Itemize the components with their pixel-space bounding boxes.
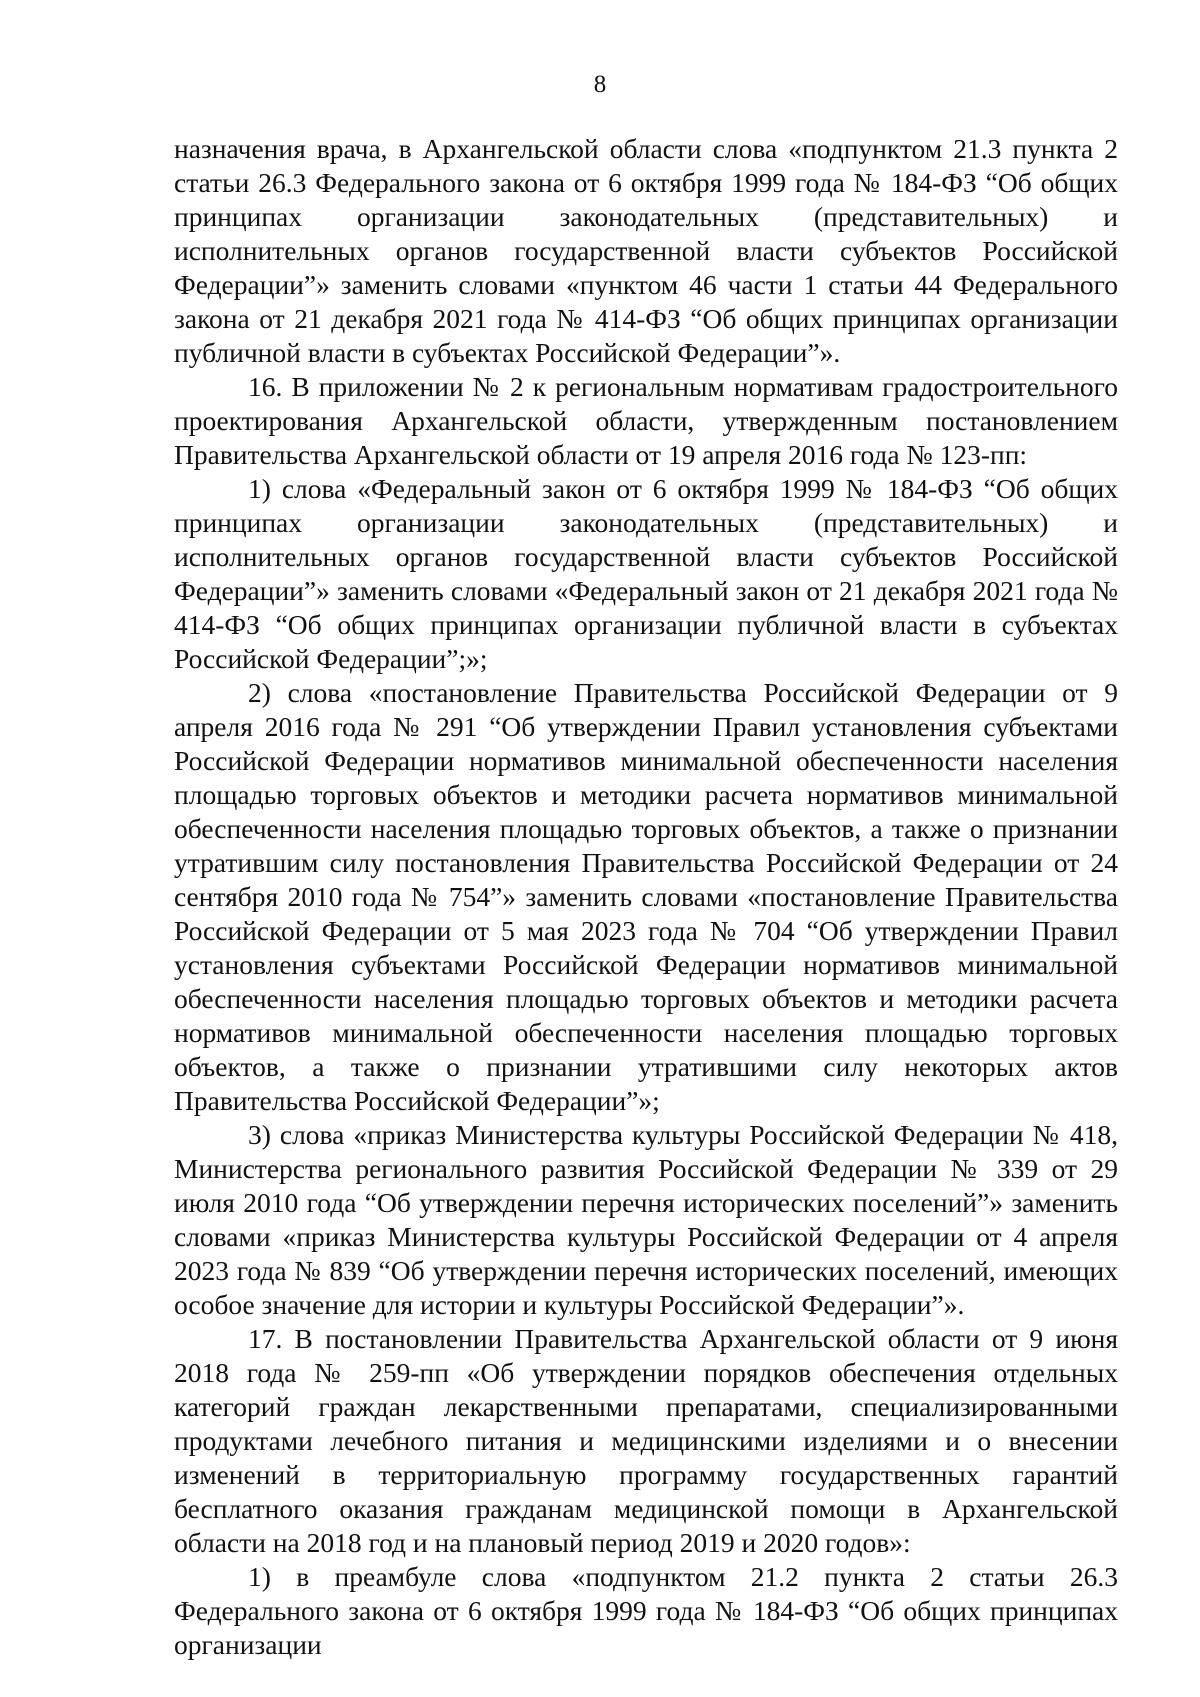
paragraph-item-16: 16. В приложении № 2 к региональным нормативам градостроительного проектирования Архангельской области, утвержденным постановлением Правительства Архангельской области от 19 апреля 2016 года № 123-пп: [174,371,1118,470]
paragraph-continuation: назначения врача, в Архангельской области слова «подпунктом 21.3 пункта 2 статьи 26.3 Федерального закона от 6 октября 1999 года № 184-ФЗ “Об общих принципах организации законодательных (представительных) и исполнительных органов государственной власти субъектов Российской Федерации”» заменить словами «пунктом 46 части 1 статьи 44 Федерального закона от 21 декабря 2021 года № 414-ФЗ “Об общих принципах организации публичной власти в субъектах Российской Федерации”». [174,133,1118,368]
paragraph-item-16-3: 3) слова «приказ Министерства культуры Российской Федерации № 418, Министерства регионального развития Российской Федерации № 339 от 29 июля 2010 года “Об утверждении перечня исторических поселений”» заменить словами «приказ Министерства культуры Российской Федерации от 4 апреля 2023 года № 839 “Об утверждении перечня исторических поселений, имеющих особое значение для истории и культуры Российской Федерации”». [174,1119,1118,1320]
paragraph-item-17: 17. В постановлении Правительства Архангельской области от 9 июня 2018 года № 259-пп «Об утверждении порядков обеспечения отдельных категорий граждан лекарственными препаратами, специализированными продуктами лечебного питания и медицинскими изделиями и о внесении изменений в территориальную программу государственных гарантий бесплатного оказания гражданам медицинской помощи в Архангельской области на 2018 год и на плановый период 2019 и 2020 годов»: [174,1323,1118,1558]
document-body [174,132,1118,1662]
paragraph-item-16-2: 2) слова «постановление Правительства Российской Федерации от 9 апреля 2016 года № 291 “Об утверждении Правил установления субъектами Российской Федерации нормативов минимальной обеспеченности населения площадью торговых объектов и методики расчета нормативов минимальной обеспеченности населения площадью торговых объектов, а также о признании утратившим силу постановления Правительства Российской Федерации от 24 сентября 2010 года № 754”» заменить словами «постановление Правительства Российской Федерации от 5 мая 2023 года № 704 “Об утверждении Правил установления субъектами Российской Федерации нормативов минимальной обеспеченности населения площадью торговых объектов и методики расчета нормативов минимальной обеспеченности населения площадью торговых объектов, а также о признании утратившими силу некоторых актов Правительства Российской Федерации”»; [174,677,1118,1116]
page-number: 8 [593,71,607,98]
paragraph-item-17-1: 1) в преамбуле слова «подпунктом 21.2 пункта 2 статьи 26.3 Федерального закона от 6 октября 1999 года № 184-ФЗ “Об общих принципах организации [174,1561,1118,1660]
paragraph-item-16-1: 1) слова «Федеральный закон от 6 октября 1999 № 184-ФЗ “Об общих принципах организации законодательных (представительных) и исполнительных органов государственной власти субъектов Российской Федерации”» заменить словами «Федеральный закон от 21 декабря 2021 года № 414-ФЗ “Об общих принципах организации публичной власти в субъектах Российской Федерации”;»; [174,473,1118,674]
